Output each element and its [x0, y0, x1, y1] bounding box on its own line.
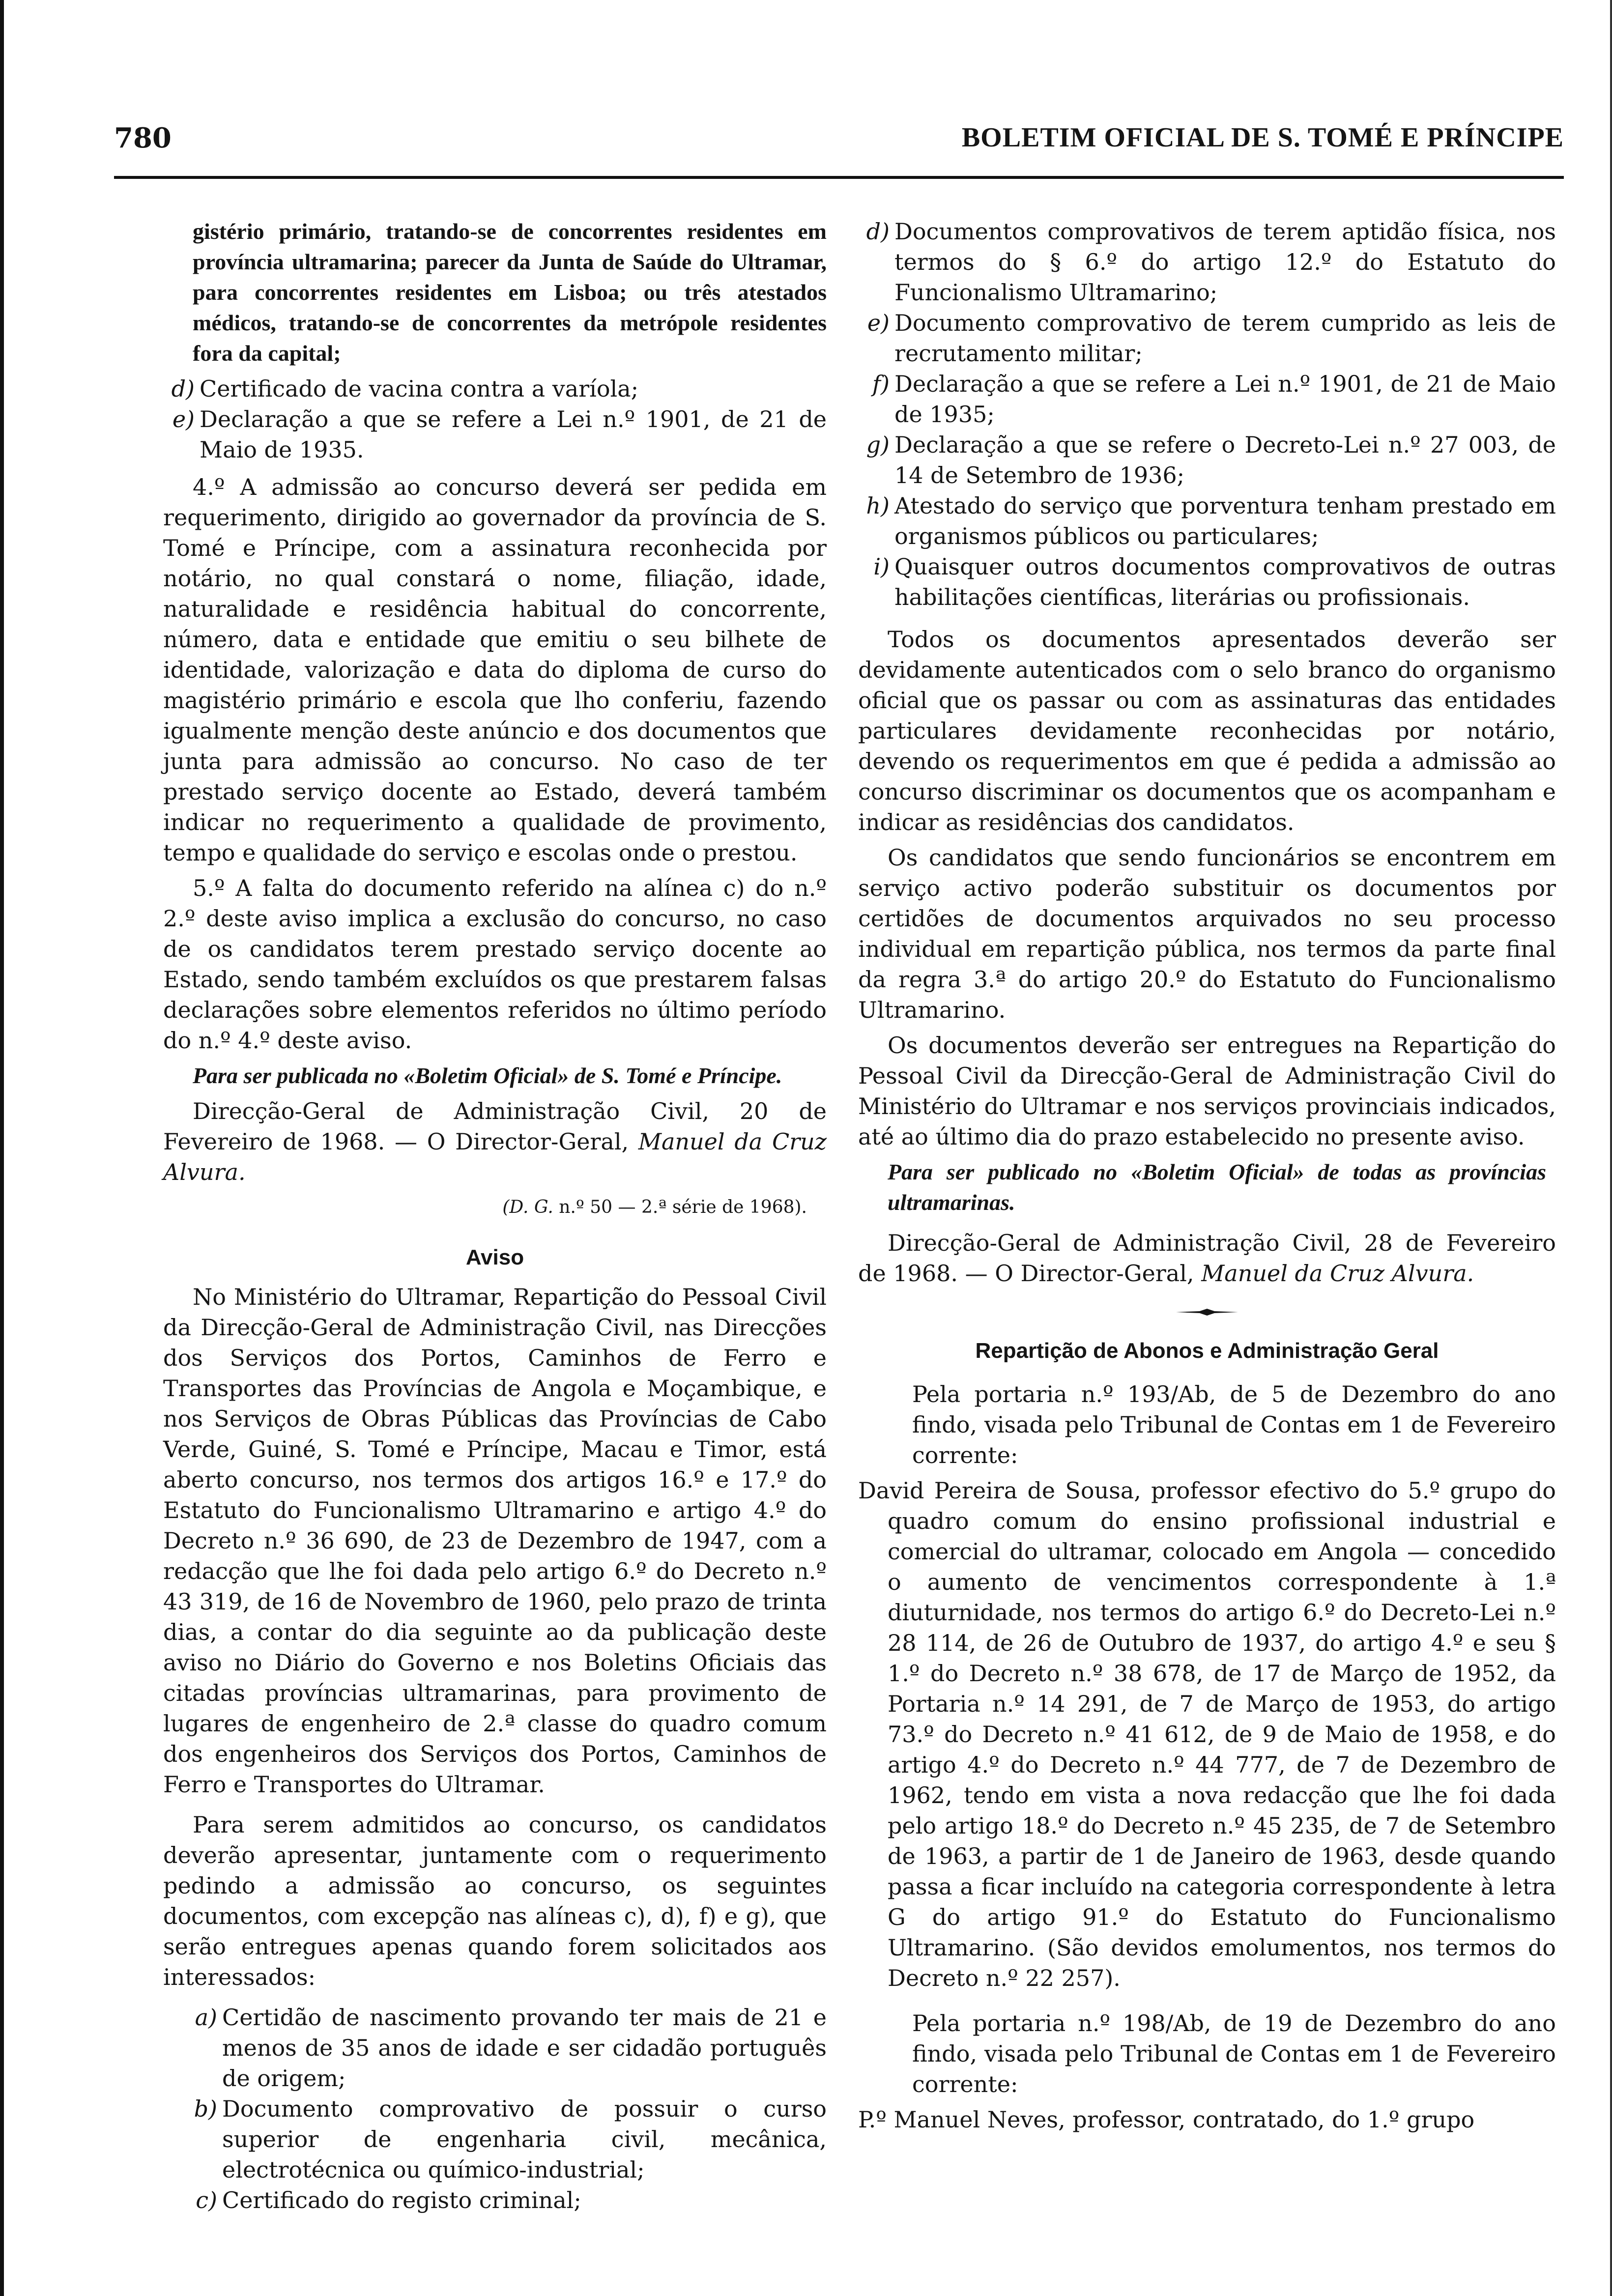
list-item	[858, 216, 1556, 308]
paragraph-4: 4.º A admissão ao concurso deverá ser pedida em requerimento, dirigido ao governador da província de S. Tomé e Príncipe, com a assinatura reconhecida por notário, no qual constará o nome, filiação, idade, naturalidade e residência habitual do concorrente, número, data e entidade que emitiu o seu bilhete de identidade, valorização e data do diploma de curso do magistério primário e escola que lho conferiu, fazendo igualmente menção deste anúncio e dos documentos que junta para admissão ao concurso. No caso de ter prestado serviço docente ao Estado, deverá também indicar no requerimento a qualidade de provimento, tempo e qualidade do serviço e escolas onde o prestou.	[163, 474, 827, 866]
list-marker: h)	[866, 492, 890, 519]
list-text: Declaração a que se refere a Lei n.º 1901, de 21 de Maio de 1935;	[894, 371, 1556, 428]
diario-reference-abbr: (D. G.	[502, 1197, 553, 1217]
list-bottom	[163, 2002, 827, 2215]
diario-reference-rest: n.º 50 — 2.ª série de 1968).	[559, 1197, 807, 1217]
signature-name: Manuel da Cruz Alvura.	[1201, 1260, 1474, 1287]
list-marker: d)	[171, 375, 195, 402]
list-text: Certificado de vacina contra a varíola;	[200, 375, 639, 402]
paragraph-entregues: Os documentos deverão ser entregues na Repartição do Pessoal Civil da Direcção-Geral de Administração Civil do Ministério do Ultramar e nos serviços provinciais indicados, até ao último dia do prazo estabelecido no presente aviso.	[858, 1032, 1556, 1150]
list-text: Atestado do serviço que porventura tenham prestado em organismos públicos ou particulares;	[894, 492, 1556, 549]
paragraph-candidatos: Os candidatos que sendo funcionários se encontrem em serviço activo poderão substituir os documentos por certidões de documentos arquivados no seu processo individual em repartição pública, nos termos da parte final da regra 3.ª do artigo 20.º do Estatuto do Funcionalismo Ultramarino.	[858, 844, 1556, 1023]
aviso-heading: Aviso	[465, 1245, 524, 1269]
signature-prefix: Direcção-Geral de Administração Civil, 28 de Fevereiro de 1968. — O Director-Geral,	[858, 1230, 1556, 1287]
list-item	[163, 373, 827, 404]
signature-block	[163, 1096, 827, 1187]
header-rule	[114, 176, 1564, 179]
aviso-paragraph-1: No Ministério do Ultramar, Repartição do Pessoal Civil da Direcção-Geral de Administração Civil, nas Direcções dos Serviços dos Portos, Caminhos de Ferro e Transportes das Províncias de Angola e Moçambique, e nos Serviços de Obras Públicas das Províncias de Cabo Verde, Guiné, S. Tomé e Príncipe, Macau e Timor, está aberto concurso, nos termos dos artigos 16.º e 17.º do Estatuto do Funcionalismo Ultramarino e artigo 4.º do Decreto n.º 36 690, de 23 de Dezembro de 1947, com a redacção que lhe foi dada pelo artigo 6.º do Decreto n.º 43 319, de 16 de Novembro de 1960, pelo prazo de trinta dias, a contar do dia seguinte ao da publicação deste aviso no Diário do Governo e nos Boletins Oficiais das citadas províncias ultramarinas, para provimento de lugares de engenheiro de 2.ª classe do quadro comum dos engenheiros dos Serviços dos Portos, Caminhos de Ferro e Transportes do Ultramar.	[163, 1284, 827, 1798]
page-number: 780	[114, 122, 172, 154]
list-text: Declaração a que se refere a Lei n.º 1901, de 21 de Maio de 1935.	[200, 406, 827, 463]
list-marker: b)	[194, 2095, 217, 2122]
paragraph-todos: Todos os documentos apresentados deverão ser devidamente autenticados com o selo branco do organismo oficial que os passar ou com as assinaturas das entidades particulares devidamente reconhecidas por notário, devendo os requerimentos em que é pedida a admissão ao concurso discriminar os documentos que os acompanham e indicar as residências dos candidatos.	[858, 626, 1556, 835]
scan-edge-right	[1610, 0, 1612, 2296]
list-item	[163, 2002, 827, 2094]
list-text: Certificado do registo criminal;	[222, 2187, 581, 2213]
section-divider	[858, 1308, 1556, 1316]
list-text: Documentos comprovativos de terem aptidão física, nos termos do § 6.º do artigo 12.º do Estatuto do Funcionalismo Ultramarino;	[894, 218, 1556, 306]
list-text: Declaração a que se refere o Decreto-Lei n.º 27 003, de 14 de Setembro de 1936;	[894, 431, 1556, 488]
list-marker: c)	[196, 2187, 217, 2213]
continuation-paragraph: gistério primário, tratando-se de concorrentes residentes em província ultramarina; parecer da Junta de Saúde do Ultramar, para concorrentes residentes em Lisboa; ou três atestados médicos, tratando-se de concorrentes da metrópole residentes fora da capital;	[193, 219, 827, 366]
section-heading: Repartição de Abonos e Administração Geral	[975, 1339, 1439, 1363]
list-item	[858, 490, 1556, 551]
list-marker: d)	[866, 218, 890, 245]
left-column	[163, 216, 827, 2215]
list-item	[858, 551, 1556, 612]
list-marker: g)	[866, 431, 890, 458]
page-header	[114, 122, 1564, 161]
publish-note: Para ser publicado no «Boletim Oficial» de todas as províncias ultramarinas.	[888, 1159, 1546, 1215]
publish-note: Para ser publicada no «Boletim Oficial» de S. Tomé e Príncipe.	[193, 1063, 782, 1088]
diario-reference	[163, 1192, 827, 1223]
list-text: Documento comprovativo de possuir o curso superior de engenharia civil, mecânica, electrotécnica ou químico-industrial;	[222, 2095, 827, 2183]
divider-ornament	[1175, 1308, 1239, 1316]
list-top	[163, 373, 827, 465]
list-item	[858, 308, 1556, 369]
list-text: Certidão de nascimento provando ter mais de 21 e menos de 35 anos de idade e ser cidadão português de origem;	[222, 2004, 827, 2092]
list-right	[858, 216, 1556, 612]
list-item	[858, 430, 1556, 490]
list-marker: i)	[873, 553, 890, 580]
running-title: BOLETIM OFICIAL DE S. TOMÉ E PRÍNCIPE	[961, 122, 1564, 153]
list-marker: e)	[867, 310, 890, 336]
signature-name: Manuel da Cruz Alvura.	[163, 1128, 827, 1185]
list-item	[858, 369, 1556, 430]
list-item	[163, 2185, 827, 2215]
list-item	[163, 2094, 827, 2185]
scan-edge-left	[0, 0, 4, 2296]
right-column	[858, 216, 1556, 2140]
list-text: Documento comprovativo de terem cumprido as leis de recrutamento militar;	[894, 310, 1556, 367]
portaria-2-entry: P.º Manuel Neves, professor, contratado, do 1.º grupo	[858, 2106, 1475, 2133]
portaria-1: Pela portaria n.º 193/Ab, de 5 de Dezembro do ano findo, visada pelo Tribunal de Contas em 1 de Fevereiro corrente:	[912, 1381, 1556, 1468]
portaria-2: Pela portaria n.º 198/Ab, de 19 de Dezembro do ano findo, visada pelo Tribunal de Contas em 1 de Fevereiro corrente:	[912, 2010, 1556, 2097]
signature-block	[858, 1228, 1556, 1289]
list-item	[163, 404, 827, 465]
aviso-paragraph-2: Para serem admitidos ao concurso, os candidatos deverão apresentar, juntamente com o requerimento pedindo a admissão ao concurso, os seguintes documentos, com excepção nas alíneas c), d), f) e g), que serão entregues apenas quando forem solicitados aos interessados:	[163, 1811, 827, 1990]
signature-prefix: Direcção-Geral de Administração Civil, 20 de Fevereiro de 1968. — O Director-Geral,	[163, 1098, 827, 1155]
list-marker: f)	[872, 371, 890, 397]
paragraph-5: 5.º A falta do documento referido na alínea c) do n.º 2.º deste aviso implica a exclusão do concurso, no caso de os candidatos terem prestado serviço docente ao Estado, sendo também excluídos os que prestarem falsas declarações sobre elementos referidos no último período do n.º 4.º deste aviso.	[163, 875, 827, 1054]
list-text: Quaisquer outros documentos comprovativos de outras habilitações científicas, literárias ou profissionais.	[894, 553, 1556, 610]
portaria-1-entry: David Pereira de Sousa, professor efectivo do 5.º grupo do quadro comum do ensino profissional industrial e comercial do ultramar, colocado em Angola — concedido o aumento de vencimentos correspondente à 1.ª diuturnidade, nos termos do artigo 6.º do Decreto-Lei n.º 28 114, de 26 de Outubro de 1937, do artigo 4.º e seu § 1.º do Decreto n.º 38 678, de 17 de Março de 1952, da Portaria n.º 14 291, de 7 de Março de 1953, do artigo 73.º do Decreto n.º 41 612, de 9 de Maio de 1958, e do artigo 4.º do Decreto n.º 44 777, de 7 de Dezembro de 1962, tendo em vista a nova redacção que lhe foi dada pelo artigo 18.º do Decreto n.º 45 235, de 7 de Setembro de 1963, a partir de 1 de Janeiro de 1963, desde quando passa a ficar incluído na categoria correspondente à letra G do artigo 91.º do Estatuto do Funcionalismo Ultramarino. (São devidos emolumentos, nos termos do Decreto n.º 22 257).	[858, 1477, 1556, 1991]
list-marker: a)	[195, 2004, 217, 2031]
list-marker: e)	[172, 406, 195, 432]
